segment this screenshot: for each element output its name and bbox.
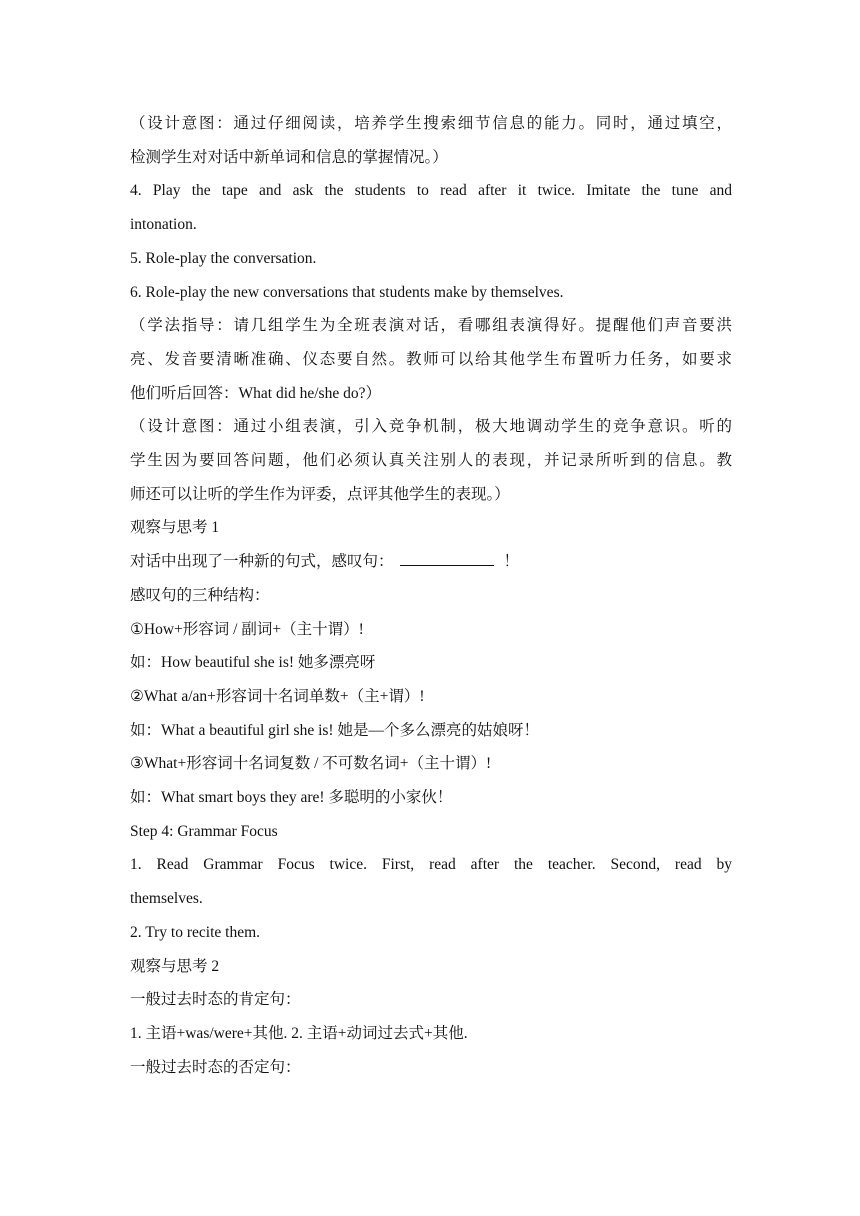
step-4-grammar-focus-heading: Step 4: Grammar Focus bbox=[130, 822, 278, 840]
grammar-step-2: 2. Try to recite them. bbox=[130, 923, 261, 941]
step-5: 5. Role-play the conversation. bbox=[130, 249, 317, 267]
fill-in-blank bbox=[400, 549, 494, 566]
past-tense-negative-heading: 一般过去时态的否定句： bbox=[130, 1058, 301, 1076]
structure-3: ③What+形容词十名词复数 / 不可数名词+（主十谓）! bbox=[130, 755, 492, 773]
design-intent-2-line-3: 师还可以让听的学生作为评委，点评其他学生的表现。） bbox=[130, 485, 510, 503]
exclamation-structures-heading: 感叹句的三种结构： bbox=[130, 586, 270, 604]
document-body bbox=[130, 107, 732, 1084]
study-guide-line-2: 亮、发音要清晰准确、仪态要自然。教师可以给其他学生布置听力任务，如要求 bbox=[130, 350, 732, 368]
observe-think-1-heading: 观察与思考 1 bbox=[130, 519, 220, 537]
example-3: 如：What smart boys they are! 多聪明的小家伙！ bbox=[130, 789, 453, 807]
exclamation-mark: ！ bbox=[503, 553, 520, 571]
step-6: 6. Role-play the new conversations that students make by themselves. bbox=[130, 283, 564, 301]
structure-1: ①How+形容词 / 副词+（主十谓）! bbox=[130, 620, 364, 638]
step-4-line-2: intonation. bbox=[130, 216, 197, 234]
step-4-line-1: 4. Play the tape and ask the students to read after it twice. Imitate the tune and bbox=[130, 182, 732, 200]
grammar-step-1-line-1: 1. Read Grammar Focus twice. First, read after the teacher. Second, read by bbox=[130, 856, 732, 874]
observe-think-2-heading: 观察与思考 2 bbox=[130, 957, 220, 975]
study-guide-line-1: （学法指导：请几组学生为全班表演对话，看哪组表演得好。提醒他们声音要洪 bbox=[130, 317, 732, 335]
grammar-step-1-line-2: themselves. bbox=[130, 890, 203, 908]
study-guide-line-3: 他们听后回答：What did he/she do?） bbox=[130, 384, 381, 402]
exclamation-question bbox=[130, 545, 732, 579]
example-1: 如：How beautiful she is! 她多漂亮呀 bbox=[130, 654, 376, 672]
past-tense-affirmative-rules: 1. 主语+was/were+其他. 2. 主语+动词过去式+其他. bbox=[130, 1024, 468, 1042]
design-intent-2-line-1: （设计意图：通过小组表演，引入竞争机制，极大地调动学生的竞争意识。听的 bbox=[130, 418, 732, 436]
design-intent-1-line-1: （设计意图：通过仔细阅读，培养学生搜索细节信息的能力。同时，通过填空， bbox=[130, 115, 732, 132]
structure-2: ②What a/an+形容词十名词单数+（主+谓）! bbox=[130, 687, 425, 705]
past-tense-affirmative-heading: 一般过去时态的肯定句： bbox=[130, 991, 301, 1009]
example-2: 如：What a beautiful girl she is! 她是—个多么漂亮的姑娘呀！ bbox=[130, 721, 539, 739]
design-intent-2-line-2: 学生因为要回答问题，他们必须认真关注别人的表现，并记录所听到的信息。教 bbox=[130, 452, 732, 470]
design-intent-1-line-2: 检测学生对对话中新单词和信息的掌握情况。） bbox=[130, 148, 448, 166]
exclamation-question-text: 对话中出现了一种新的句式，感叹句： bbox=[130, 553, 394, 571]
